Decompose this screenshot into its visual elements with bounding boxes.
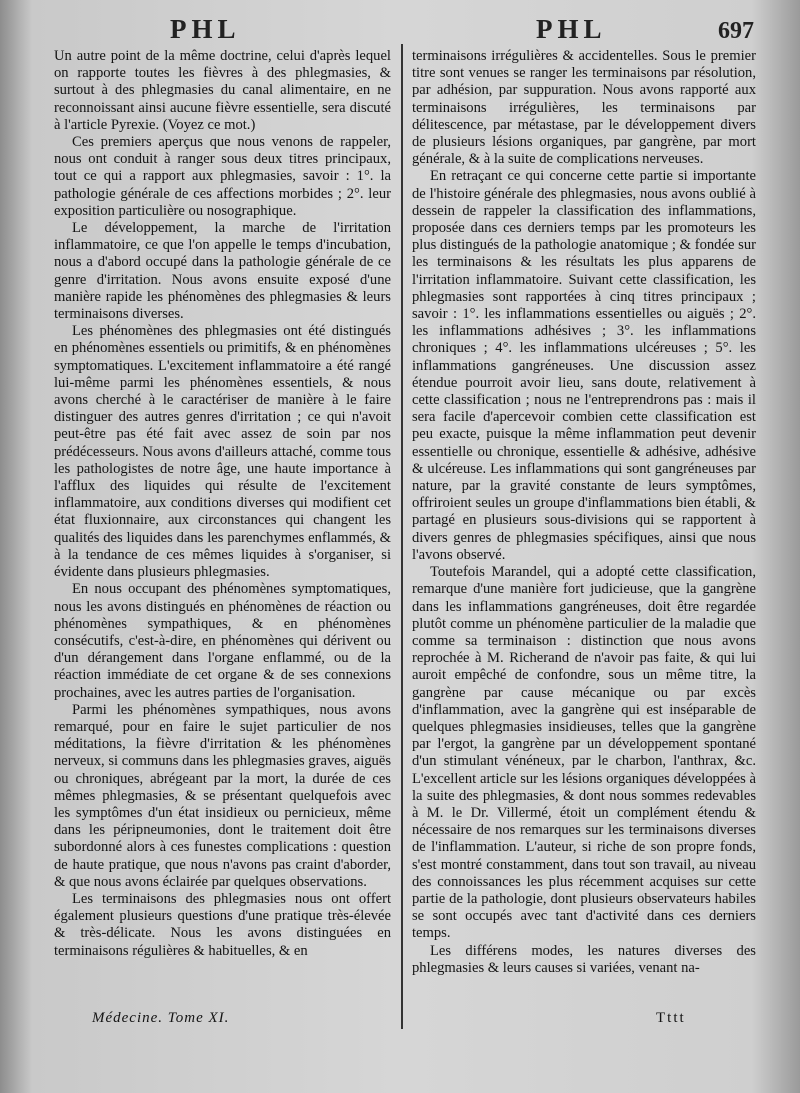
paragraph: Les différens modes, les natures diverses des phlegmasies & leurs causes si variées, venant na- xyxy=(412,942,756,976)
paragraph: Parmi les phénomènes sympathiques, nous avons remarqué, pour en faire le sujet particulier de nos méditations, la fièvre d'irritation & les phénomènes nerveux, si communs dans les phlegmasies graves, aiguës ou chroniques, abrégeant par la mort, la durée de ces mêmes phlegmasies, & se présentant quelquefois avec les symptômes d'un état insidieux ou pernicieux, même dans les péripneumonies, dont le traitement doit être subordonné alors à ces funestes complications : question de haute pratique, que nous n'avons pas craint d'aborder, & que nous avons éclairée par quelques observations. xyxy=(54,701,391,890)
paragraph: terminaisons irrégulières & accidentelles. Sous le premier titre sont venues se ranger les terminaisons par résolution, par adhésion, par suppuration. Nous avons rapporté aux terminaisons irrégulières, les terminaisons par délitescence, par métastase, par le développement divers de plusieurs lésions organiques, par gangrène, par mort générale, & à la suite de complications nerveuses. xyxy=(412,48,756,168)
paragraph: Un autre point de la même doctrine, celui d'après lequel on rapporte toutes les fièvres à des phlegmasies, & surtout à des phlegmasies du canal alimentaire, en ne reconnoissant ainsi aucune fièvre essentielle, sera discuté à l'article Pyrexie. (Voyez ce mot.) xyxy=(54,48,391,133)
page-number: 697 xyxy=(718,18,754,44)
column-divider xyxy=(401,44,403,1029)
signature-mark: Tttt xyxy=(656,1010,686,1026)
paragraph: En retraçant ce qui concerne cette partie si importante de l'histoire générale des phlegmasies, nous avons oublié à dessein de rappeler la classification des inflammations, proposée dans ces derniers temps par les promoteurs les plus distingués de la pathologie anatomique ; & fondée sur les terminaisons & les résultats les plus apparens de l'irritation inflammatoire. Suivant cette classification, les phlegmasies sont rapportées à cinq titres principaux ; savoir : 1°. les inflammations essentielles ou aiguës ; 2°. les inflammations adhésives ; 3°. les inflammations chroniques ; 4°. les inflammations ulcéreuses ; 5°. les inflammations gangréneuses. Une discussion assez étendue pourroit avoir lieu, sans doute, relativement à cette classification ; nous ne l'entreprendrons pas : mais il sera facile d'apercevoir combien cette classification est peu exacte, puisque la même inflammation peut devenir essentielle ou chronique, essentielle & adhésive, adhésive & ulcéreuse. Les inflammations qui sont gangréneuses par nature, par la gravité constante de leurs symptômes, offriroient seules un groupe d'inflammations bien établi, & partagé en plusieurs sous-divisions qui se rapportent à divers genres de phlegmasies spécifiques, ainsi que nous l'avons observé. xyxy=(412,168,756,563)
paragraph: Les terminaisons des phlegmasies nous ont offert également plusieurs questions d'une pratique très-élevée & très-délicate. Nous les avons distinguées en terminaisons régulières & habituelles, & en xyxy=(54,890,391,959)
running-head-right: PHL xyxy=(536,14,607,44)
volume-signature: Médecine. Tome XI. xyxy=(92,1010,230,1026)
paragraph: Le développement, la marche de l'irritation inflammatoire, ce que l'on appelle le temps d'incubation, nous a d'abord occupé dans la pathologie générale de ce genre d'irritation. Nous avons ensuite exposé d'une manière rapide les phénomènes des phlegmasies & leurs terminaisons diverses. xyxy=(54,220,391,323)
paragraph: Les phénomènes des phlegmasies ont été distingués en phénomènes essentiels ou primitifs, & en phénomènes symptomatiques. L'excitement inflammatoire a été rangé lui-même parmi les phénomènes essentiels, & nous avons cherché à le caractériser de manière à le faire distinguer des autres genres d'irritation ; ce qui n'avoit peut-être pas été fait avec assez de soin par nos prédécesseurs. Nous avons d'ailleurs attaché, comme tous les pathologistes de notre âge, une haute importance à l'afflux des liquides qui résulte de l'excitement inflammatoire, aux conditions diverses qui modifient cet état fluxionnaire, aux circonstances qui changent les qualités des liquides dans les parenchymes enflammés, & à la tendance de ces mêmes liquides à s'organiser, si évidente dans plusieurs phlegmasies. xyxy=(54,323,391,581)
running-head-left: PHL xyxy=(170,14,241,44)
paragraph: Ces premiers aperçus que nous venons de rappeler, nous ont conduit à ranger sous deux titres principaux, tout ce qui a rapport aux phlegmasies, savoir : 1°. la pathologie générale de ces affections morbides ; 2°. leur exposition particulière ou nosographique. xyxy=(54,134,391,219)
paragraph: En nous occupant des phénomènes symptomatiques, nous les avons distingués en phénomènes de réaction ou phénomènes sympathiques, & en phénomènes consécutifs, c'est-à-dire, en phénomènes qui dérivent ou d'un dérangement dans l'organe enflammé, ou de la réaction immédiate de cet organe & de ses connexions prochaines, avec les autres parties de l'organisation. xyxy=(54,581,391,701)
right-column xyxy=(412,48,756,977)
paragraph: Toutefois Marandel, qui a adopté cette classification, remarque d'une manière fort judicieuse, que la gangrène dans les inflammations gangréneuses, doit être regardée plutôt comme un phénomène particulier de la maladie que comme sa terminaison : distinction que nous avons reprochée à M. Richerand de n'avoir pas faite, & qui lui auroit empêché de confondre, sous un même titre, la gangrène par cause mécanique ou par excès d'inflammation, avec la gangrène qui est inséparable de quelques phlegmasies insidieuses, telles que la gangrène par l'ergot, la gangrène par un développement spontané d'un stimulant vénéneux, par le charbon, l'anthrax, &c. L'excellent article sur les lésions organiques développées à la suite des phlegmasies, & dont nous sommes redevables à M. le Dr. Villermé, étoit un complément étendu & nécessaire de nos remarques sur les terminaisons diverses de l'inflammation. L'auteur, si riche de son propre fonds, s'est montré constamment, dans tout son travail, au niveau des connoissances les plus récemment acquises sur cette partie de la pathologie, dont plusieurs observateurs habiles se sont occupés avec tant d'activité dans ces derniers temps. xyxy=(412,564,756,942)
left-column xyxy=(54,48,391,960)
